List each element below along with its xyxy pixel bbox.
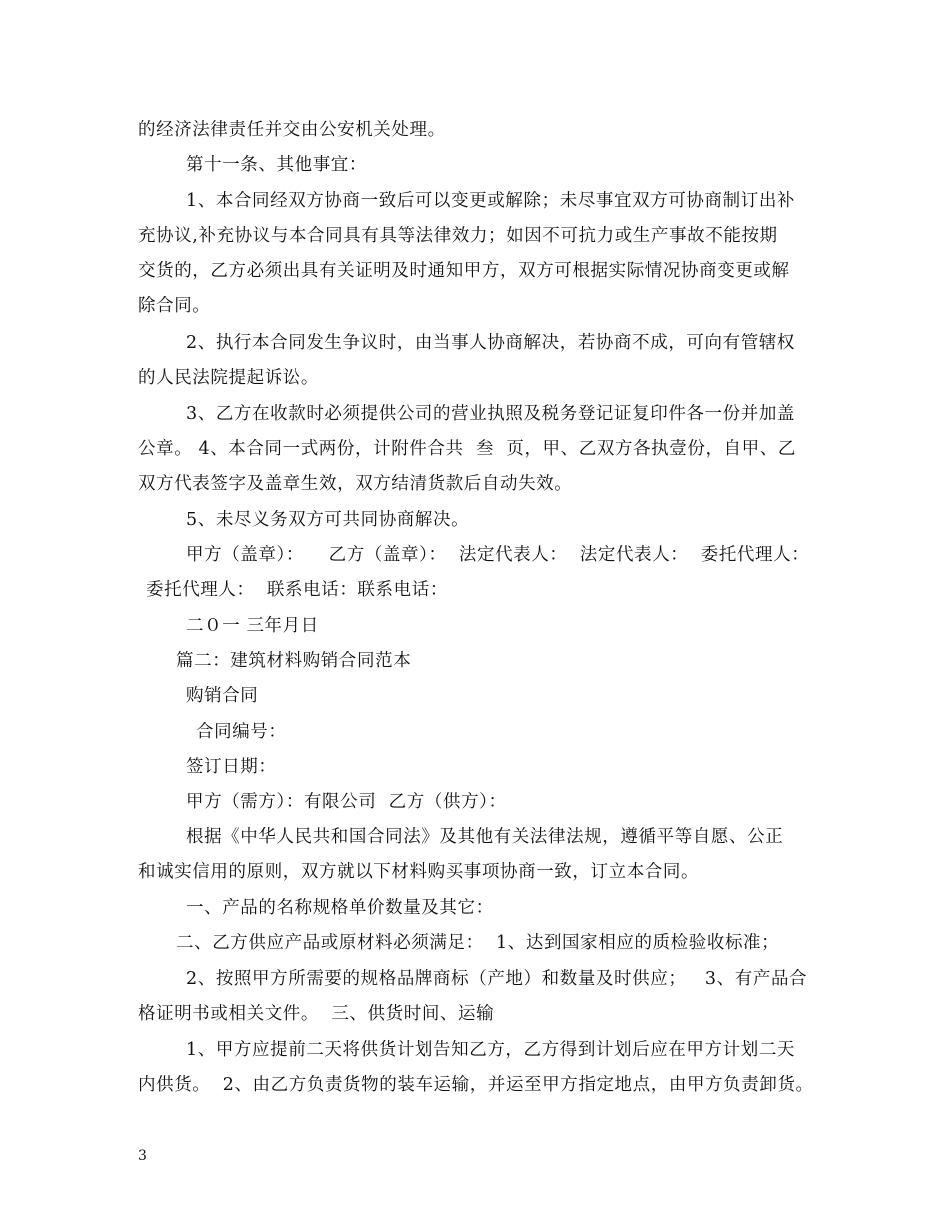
section-heading: 一、产品的名称规格单价数量及其它： bbox=[186, 898, 494, 918]
page-number: 3 bbox=[138, 1148, 147, 1164]
text-line: 双方代表签字及盖章生效，双方结清货款后自动失效。 bbox=[138, 474, 573, 494]
text-line: 交货的，乙方必须出具有关证明及时通知甲方，双方可根据实际情况协商变更或解 bbox=[138, 261, 790, 281]
text-line: 格证明书或相关文件。 三、供货时间、运输 bbox=[138, 1004, 495, 1024]
section-heading: 第十一条、其他事宜： bbox=[186, 155, 367, 175]
text-line: 2、按照甲方所需要的规格品牌商标（产地）和数量及时供应； 3、有产品合 bbox=[186, 969, 808, 989]
text-line: 的经济法律责任并交由公安机关处理。 bbox=[138, 120, 446, 140]
section-heading: 篇二：建筑材料购销合同范本 bbox=[176, 651, 412, 671]
text-line: 除合同。 bbox=[138, 296, 211, 316]
text-line: 公章。 4、本合同一式两份，计附件合共 叁 页，甲、乙双方各执壹份，自甲、乙 bbox=[138, 439, 796, 459]
contract-title: 购销合同 bbox=[186, 686, 259, 706]
text-line: 1、甲方应提前二天将供货计划告知乙方，乙方得到计划后应在甲方计划二天 bbox=[186, 1040, 796, 1060]
signing-date-label: 签订日期： bbox=[186, 757, 277, 777]
text-line: 内供货。 2、由乙方负责货物的装车运输，并运至甲方指定地点，由甲方负责卸货。 bbox=[138, 1075, 814, 1095]
text-line: 2、执行本合同发生争议时，由当事人协商解决，若协商不成，可向有管辖权 bbox=[186, 333, 796, 353]
signature-line: 甲方（盖章）： 乙方（盖章）： 法定代表人： 法定代表人： 委托代理人： bbox=[186, 545, 810, 565]
text-line: 和诚实信用的原则，双方就以下材料购买事项协商一致，订立本合同。 bbox=[138, 862, 700, 882]
text-line: 二、乙方供应产品或原材料必须满足： 1、达到国家相应的质检验收标准； bbox=[176, 933, 780, 953]
parties-line: 甲方（需方）：有限公司 乙方（供方）： bbox=[186, 792, 507, 812]
signature-line: 委托代理人： 联系电话：联系电话： bbox=[146, 580, 448, 600]
text-line: 5、未尽义务双方可共同协商解决。 bbox=[186, 510, 470, 530]
text-line: 根据《中华人民共和国合同法》及其他有关法律法规，遵循平等自愿、公正 bbox=[186, 827, 784, 847]
text-line: 充协议,补充协议与本合同具有具等法律效力；如因不可抗力或生产事故不能按期 bbox=[138, 226, 778, 246]
text-line: 的人民法院提起诉讼。 bbox=[138, 368, 319, 388]
contract-number-label: 合同编号： bbox=[196, 722, 287, 742]
date-line: 二０一 三年月日 bbox=[186, 616, 319, 636]
text-line: 3、乙方在收款时必须提供公司的营业执照及税务登记证复印件各一份并加盖 bbox=[186, 404, 796, 424]
text-line: 1、本合同经双方协商一致后可以变更或解除；未尽事宜双方可协商制订出补 bbox=[186, 191, 796, 211]
